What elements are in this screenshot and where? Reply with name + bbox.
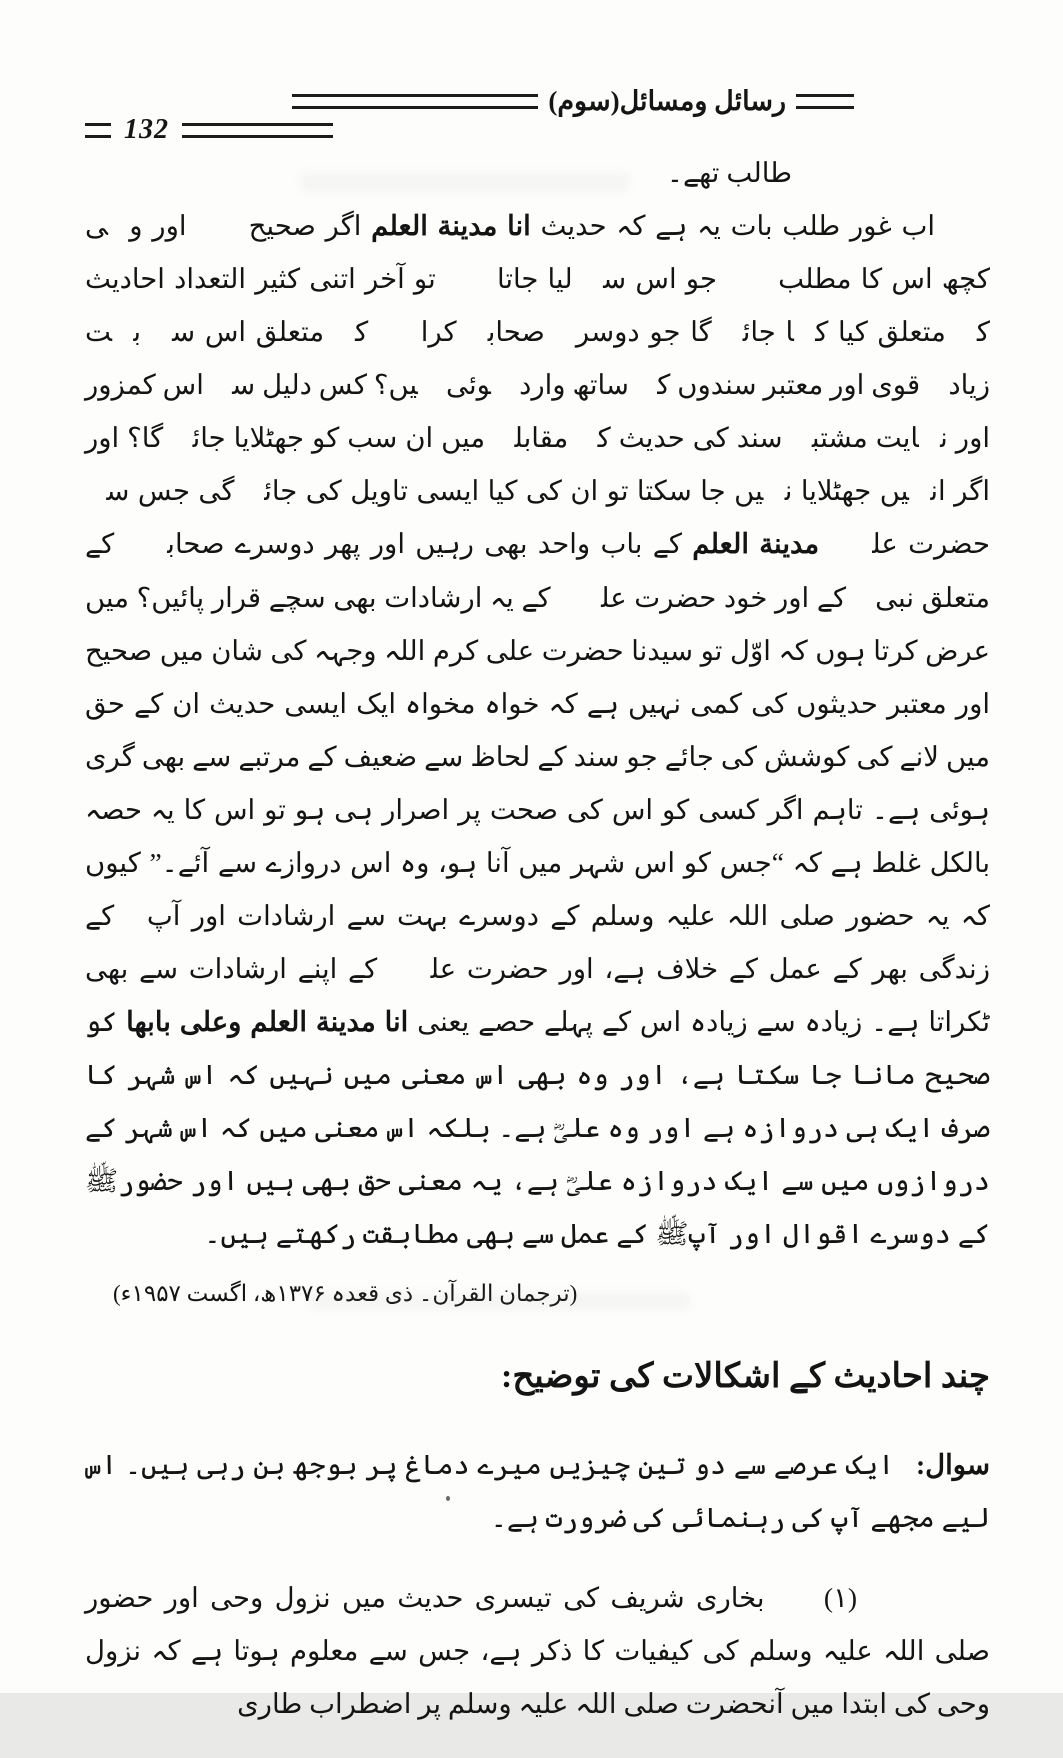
- opening-line: طالب تھے۔: [666, 157, 792, 188]
- decorative-double-line: [85, 123, 111, 138]
- decorative-double-line: [182, 123, 333, 138]
- main-paragraph: [85, 199, 990, 1260]
- page-header: [292, 86, 854, 117]
- scan-ink-dot: [446, 1496, 450, 1501]
- list-item: [85, 1571, 990, 1730]
- question-label: سوال:: [915, 1448, 991, 1480]
- question-text: ایک عرصے سے دو تین چیزیں میرے دماغ پر بوجھ بن رہی ہیں۔ اس لیے مجھے آپ کی رہنمائی کی ضرورت ہے۔: [85, 1448, 990, 1533]
- question-paragraph: [85, 1438, 990, 1544]
- item-number: (۱): [823, 1582, 858, 1614]
- body-text: [85, 146, 990, 1758]
- paragraph-segment: اگر صحیح ہے اور وہی کچھ اس کا مطلب ہے جو اس سے لیا جاتا ہے تو آخر اتنی کثیر التعداد احادیث کے متعلق کیا کہا جائے گا جو دوسرے صحابہ کرامؓ کے متعلق اس سے بہت زیادہ قوی اور معتبر سندوں کے ساتھ وارد ہوئی ہیں؟ کس دلیل سے اس کمزور اور نہایت مشتبہ سند کی حدیث کے مقابلے میں ان سب کو جھٹلایا جائے گا؟ اور اگر انہیں جھٹلایا نہیں جا سکتا تو ان کی کیا ایسی تاویل کی جائے گی جس سے حضرت علیؓ: [85, 210, 990, 560]
- page-number: 132: [124, 114, 169, 145]
- book-title: رسائل ومسائل(سوم): [548, 86, 786, 116]
- citation-line: (ترجمان القرآن۔ ذی قعدہ ۱۳۷۶ھ، اگست ۱۹۵۷ء): [113, 1281, 578, 1307]
- paragraph-segment: انا مدینة العلم: [371, 210, 531, 242]
- decorative-double-line: [796, 94, 854, 109]
- decorative-double-line: [292, 94, 538, 109]
- section-heading: چند احادیث کے اشکالات کی توضیح:: [501, 1357, 990, 1395]
- paragraph-segment: مدینة العلم: [692, 528, 820, 560]
- item-text: بخاری شریف کی تیسری حدیث میں نزول وحی اور حضور صلی اللہ علیہ وسلم کی کیفیات کا ذکر ہے، جس سے معلوم ہوتا ہے کہ نزول وحی کی ابتدا میں آنحضرت صلی اللہ علیہ وسلم پر اضطراب طاری: [85, 1582, 990, 1720]
- paragraph-segment: کے باب واحد بھی رہیں اور پھر دوسرے صحابہؓ کے متعلق نبیﷺ کے اور خود حضرت علیؓ کے یہ ارشادات بھی سچے قرار پائیں؟ میں عرض کرتا ہوں کہ اوّل تو سیدنا حضرت علی کرم اللہ وجہہ کی شان میں صحیح اور معتبر حدیثوں کی کمی نہیں ہے کہ خواہ مخواہ ایک ایسی حدیث ان کے حق میں لانے کی کوشش کی جائے جو سند کے لحاظ سے ضعیف کے مرتبے سے بھی گری ہوئی ہے۔ تاہم اگر کسی کو اس کی صحت پر اصرار ہی ہو تو اس کا یہ حصہ بالکل غلط ہے کہ “جس کو اس شہر میں آنا ہو، وہ اس دروازے سے آئے۔” کیوں کہ یہ حضور صلی اللہ علیہ وسلم کے دوسرے بہت سے ارشادات اور آپﷺ کے زندگی بھر کے عمل کے خلاف ہے، اور حضرت علیؓ کے اپنے ارشادات سے بھی ٹکراتا ہے۔ زیادہ سے زیادہ اس کے پہلے حصے یعنی: [85, 528, 991, 1037]
- paragraph-segment: کو صحیح مانا جا سکتا ہے، اور وہ بھی اس معنی میں نہیں کہ اس شہر کا صرف ایک ہی دروازہ ہے اور وہ علیؓ ہے۔ بلکہ اس معنی میں کہ اس شہر کے دروازوں میں سے ایک دروازہ علیؓ ہے، یہ معنی حق بھی ہیں اور حضورﷺ کے دوسرے اقوال اور آپﷺ کے عمل سے بھی مطابقت رکھتے ہیں۔: [85, 1006, 990, 1250]
- paragraph-segment: انا مدینة العلم وعلی بابها: [126, 1006, 409, 1037]
- paragraph-segment: اب غور طلب بات یہ ہے کہ حدیث: [530, 210, 935, 242]
- page-number-row: [85, 114, 333, 146]
